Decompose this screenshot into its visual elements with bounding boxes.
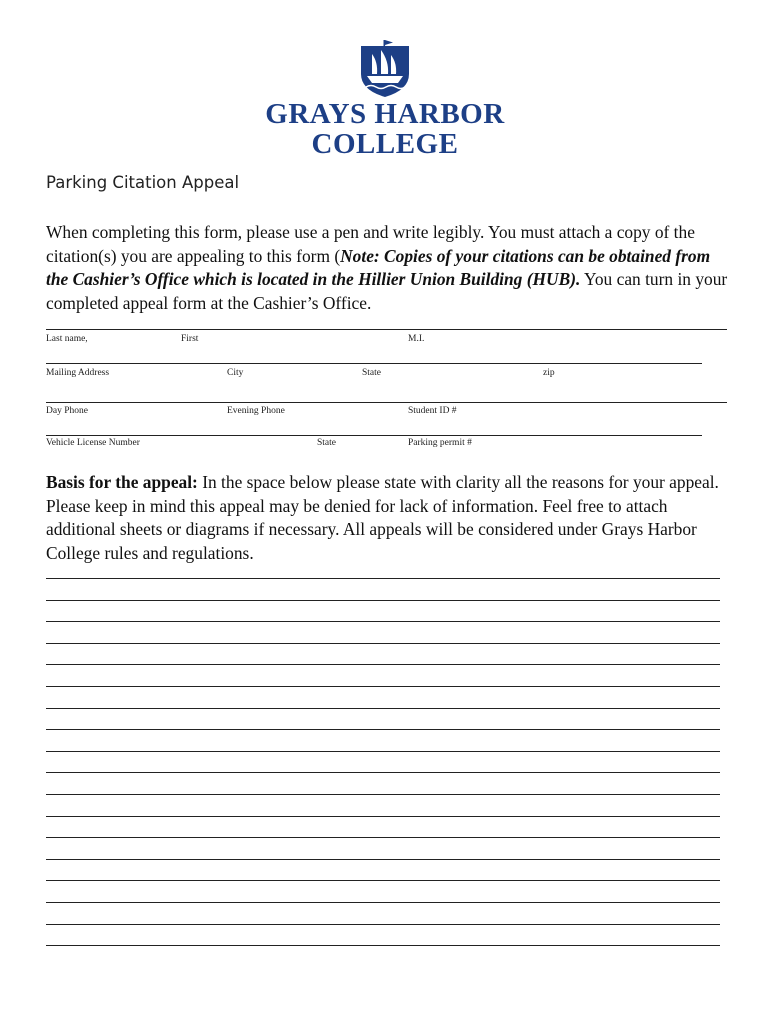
writing-line[interactable] xyxy=(46,729,720,730)
writing-line[interactable] xyxy=(46,816,720,817)
field-rule-row3 xyxy=(46,402,727,403)
vehicle-license-label: Vehicle License Number xyxy=(46,438,140,448)
writing-line[interactable] xyxy=(46,578,720,579)
basis-text: In the space below please state with clarity all the reasons for your appeal. Please keep in mind this appeal may be denied for lack of information. Feel free to attach additional sheets or diagrams if necessary. All appeals will be considered under Grays Harbor College rules and regulations. xyxy=(46,472,719,563)
last-name-label: Last name, xyxy=(46,334,88,344)
writing-line[interactable] xyxy=(46,621,720,622)
name-field-row[interactable] xyxy=(46,334,726,348)
first-name-label: First xyxy=(181,334,199,344)
writing-line[interactable] xyxy=(46,708,720,709)
logo-text-line2: COLLEGE xyxy=(311,128,459,160)
parking-permit-label: Parking permit # xyxy=(408,438,472,448)
writing-line[interactable] xyxy=(46,837,720,838)
writing-line[interactable] xyxy=(46,772,720,773)
instructions-paragraph xyxy=(46,221,736,315)
instructions-part2: You can turn in your completed appeal form at the Cashier’s Office. xyxy=(46,269,728,313)
basis-paragraph xyxy=(46,471,736,565)
field-rule-row4 xyxy=(46,435,702,436)
basis-heading: Basis for the appeal: xyxy=(46,472,198,492)
mailing-address-label: Mailing Address xyxy=(46,368,110,378)
writing-line[interactable] xyxy=(46,664,720,665)
address-state-label: State xyxy=(362,368,381,378)
address-field-row[interactable] xyxy=(46,368,726,382)
form-title: Parking Citation Appeal xyxy=(46,173,240,192)
logo-text-line1: GRAYS HARBOR xyxy=(265,98,505,130)
writing-line[interactable] xyxy=(46,643,720,644)
city-label: City xyxy=(227,368,244,378)
instructions-part1: When completing this form, please use a pen and write legibly. You must attach a copy of the citation(s) you are appealing to this form ( xyxy=(46,222,695,266)
student-id-label: Student ID # xyxy=(408,406,457,416)
field-rule-row2 xyxy=(46,363,702,364)
writing-line[interactable] xyxy=(46,924,720,925)
writing-line[interactable] xyxy=(46,902,720,903)
writing-line[interactable] xyxy=(46,600,720,601)
writing-line[interactable] xyxy=(46,880,720,881)
evening-phone-label: Evening Phone xyxy=(227,406,285,416)
writing-line[interactable] xyxy=(46,751,720,752)
writing-line[interactable] xyxy=(46,945,720,946)
vehicle-field-row[interactable] xyxy=(46,438,726,452)
field-rule-row1 xyxy=(46,329,727,330)
college-logo xyxy=(0,40,770,159)
ship-crest-icon xyxy=(357,40,413,98)
day-phone-label: Day Phone xyxy=(46,406,88,416)
zip-label: zip xyxy=(543,368,555,378)
middle-initial-label: M.I. xyxy=(408,334,425,344)
writing-line[interactable] xyxy=(46,859,720,860)
instructions-note: Note: Copies of your citations can be obtained from the Cashier’s Office which is located in the Hillier Union Building (HUB). xyxy=(46,245,711,289)
writing-line[interactable] xyxy=(46,794,720,795)
vehicle-state-label: State xyxy=(317,438,336,448)
phone-field-row[interactable] xyxy=(46,406,726,420)
writing-line[interactable] xyxy=(46,686,720,687)
